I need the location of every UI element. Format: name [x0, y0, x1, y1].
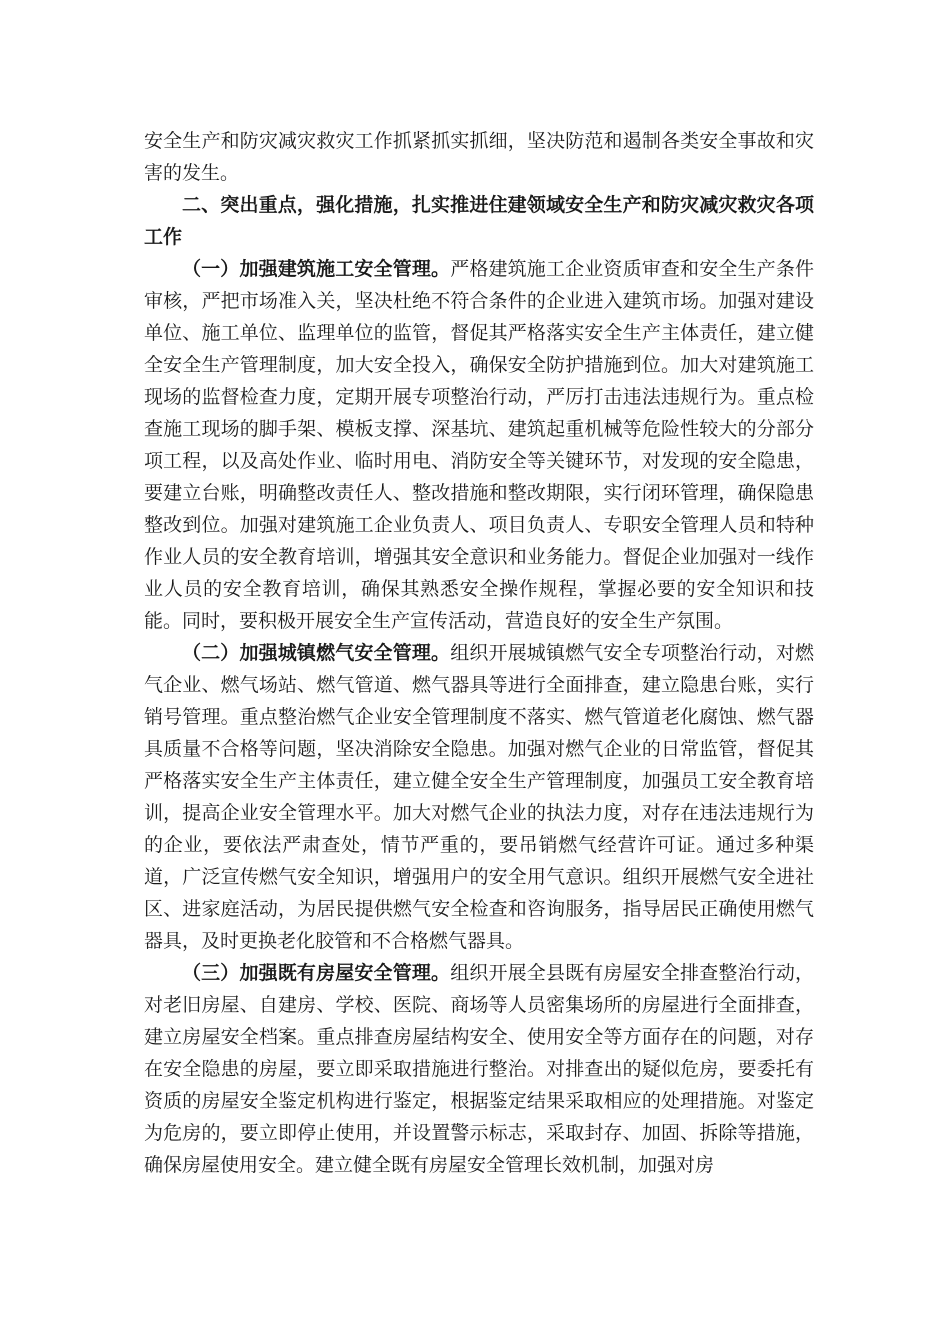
- paragraph-construction-safety: [144, 253, 814, 637]
- section-heading: 二、突出重点，强化措施，扎实推进住建领域安全生产和防灾减灾救灾各项工作: [144, 194, 814, 248]
- paragraph-lead: （三）加强既有房屋安全管理。: [182, 962, 451, 984]
- document-body: [144, 125, 814, 1181]
- paragraph-gas-safety: [144, 637, 814, 957]
- continuation-paragraph: 安全生产和防灾减灾救灾工作抓紧抓实抓细，坚决防范和遏制各类安全事故和灾害的发生。: [144, 130, 814, 184]
- paragraph-body: 组织开展城镇燃气安全专项整治行动，对燃气企业、燃气场站、燃气管道、燃气器具等进行全面排查，建立隐患台账，实行销号管理。重点整治燃气企业安全管理制度不落实、燃气管道老化腐蚀、燃气器具质量不合格等问题，坚决消除安全隐患。加强对燃气企业的日常监管，督促其严格落实安全生产主体责任，建立健全安全生产管理制度，加强员工安全教育培训，提高企业安全管理水平。加大对燃气企业的执法力度，对存在违法违规行为的企业，要依法严肃查处，情节严重的，要吊销燃气经营许可证。通过多种渠道，广泛宣传燃气安全知识，增强用户的安全用气意识。组织开展燃气安全进社区、进家庭活动，为居民提供燃气安全检查和咨询服务，指导居民正确使用燃气器具，及时更换老化胶管和不合格燃气器具。: [144, 642, 814, 952]
- paragraph-lead: （一）加强建筑施工安全管理。: [182, 258, 451, 280]
- paragraph-body: 组织开展全县既有房屋安全排查整治行动，对老旧房屋、自建房、学校、医院、商场等人员密集场所的房屋进行全面排查，建立房屋安全档案。重点排查房屋结构安全、使用安全等方面存在的问题，对存在安全隐患的房屋，要立即采取措施进行整治。对排查出的疑似危房，要委托有资质的房屋安全鉴定机构进行鉴定，根据鉴定结果采取相应的处理措施。对鉴定为危房的，要立即停止使用，并设置警示标志，采取封存、加固、拆除等措施，确保房屋使用安全。建立健全既有房屋安全管理长效机制，加强对房: [144, 962, 814, 1176]
- paragraph-lead: （二）加强城镇燃气安全管理。: [182, 642, 451, 664]
- paragraph-housing-safety: [144, 957, 814, 1181]
- paragraph-body: 严格建筑施工企业资质审查和安全生产条件审核，严把市场准入关，坚决杜绝不符合条件的企业进入建筑市场。加强对建设单位、施工单位、监理单位的监管，督促其严格落实安全生产主体责任，建立健全安全生产管理制度，加大安全投入，确保安全防护措施到位。加大对建筑施工现场的监督检查力度，定期开展专项整治行动，严厉打击违法违规行为。重点检查施工现场的脚手架、模板支撑、深基坑、建筑起重机械等危险性较大的分部分项工程，以及高处作业、临时用电、消防安全等关键环节，对发现的安全隐患，要建立台账，明确整改责任人、整改措施和整改期限，实行闭环管理，确保隐患整改到位。加强对建筑施工企业负责人、项目负责人、专职安全管理人员和特种作业人员的安全教育培训，增强其安全意识和业务能力。督促企业加强对一线作业人员的安全教育培训，确保其熟悉安全操作规程，掌握必要的安全知识和技能。同时，要积极开展安全生产宣传活动，营造良好的安全生产氛围。: [144, 258, 814, 632]
